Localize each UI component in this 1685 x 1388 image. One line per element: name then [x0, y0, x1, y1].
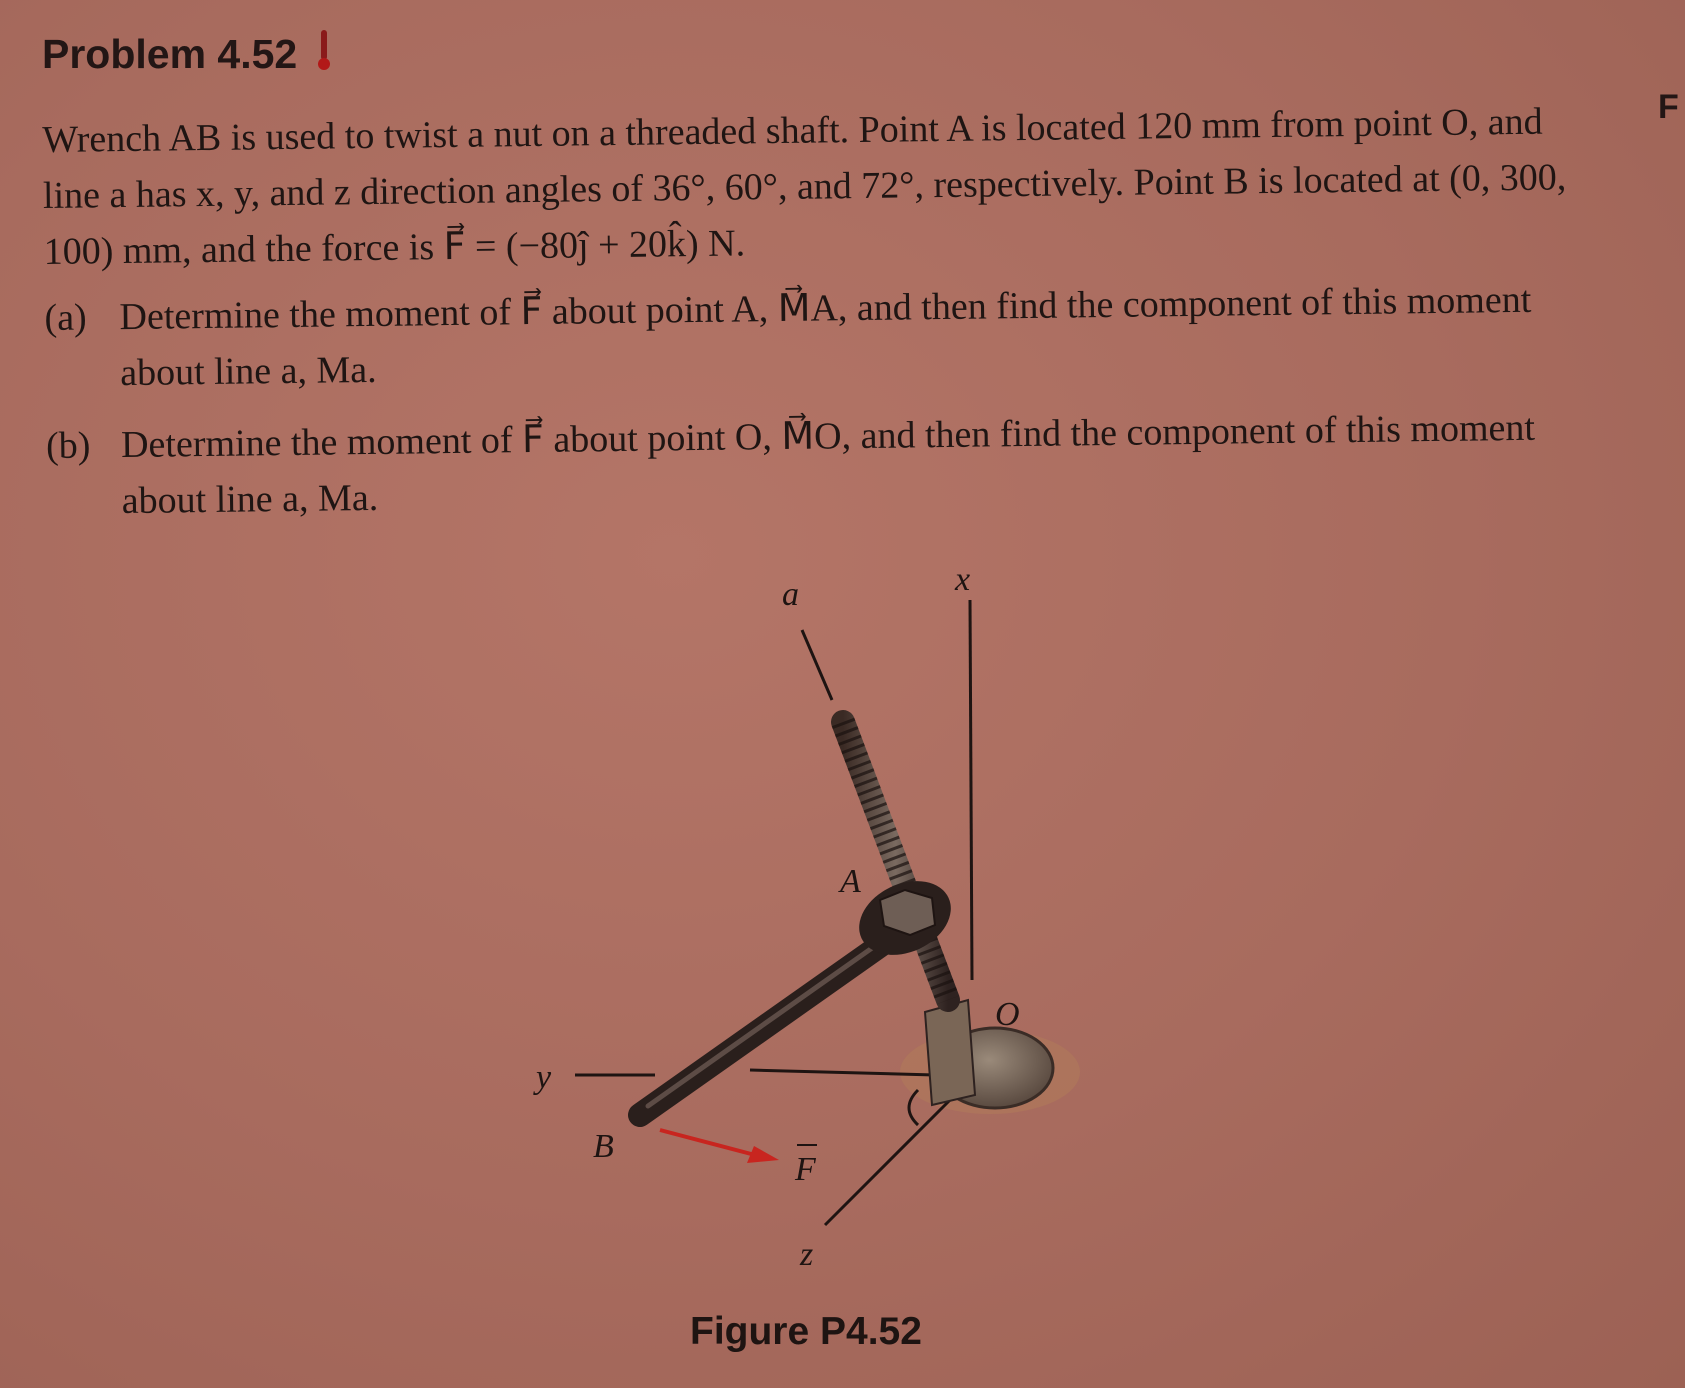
wrench-handle: [640, 940, 888, 1115]
y-axis-label: y: [536, 1059, 552, 1096]
part-b-text: Determine the moment of F⃗ about point O, M⃗O, and then find the component of this moment about line a, Ma.: [120, 406, 1536, 523]
x-axis-line: [970, 600, 972, 980]
force-label: F: [795, 1151, 816, 1188]
shaft-post: [925, 1000, 975, 1105]
statement-intro: Wrench AB is used to twist a nut on a threaded shaft. Point A is located 120 mm from point O, and line a has x, y, and z direction angles of 36°, 60°, and 72°, respectively. Point B is located at (0, 300, 100) mm, and the force is F⃗ = (−80ĵ + 20k̂) N.: [42, 100, 1567, 273]
part-a-label: (a): [44, 296, 87, 339]
line-a-label: a: [782, 576, 799, 613]
force-arrow-shaft: [660, 1130, 755, 1155]
point-b-label: B: [593, 1128, 614, 1165]
hex-nut: [880, 890, 935, 935]
z-axis-line: [825, 1095, 955, 1225]
problem-title: Problem 4.52: [42, 31, 298, 77]
force-arrow-head: [747, 1146, 779, 1163]
z-axis-label: z: [800, 1236, 814, 1273]
part-a-text: Determine the moment of F⃗ about point A, M⃗A, and then find the component of this moment about line a, Ma.: [119, 278, 1532, 395]
part-b-label: (b): [45, 424, 91, 467]
line-a-segment: [802, 630, 832, 700]
cropped-next-column-letter: F: [1658, 88, 1679, 126]
point-o-label: O: [995, 996, 1020, 1033]
wrench-handle-highlight: [648, 941, 882, 1106]
x-axis-label: x: [955, 561, 971, 598]
figure-caption: Figure P4.52: [690, 1310, 922, 1353]
point-a-label: A: [840, 863, 861, 900]
